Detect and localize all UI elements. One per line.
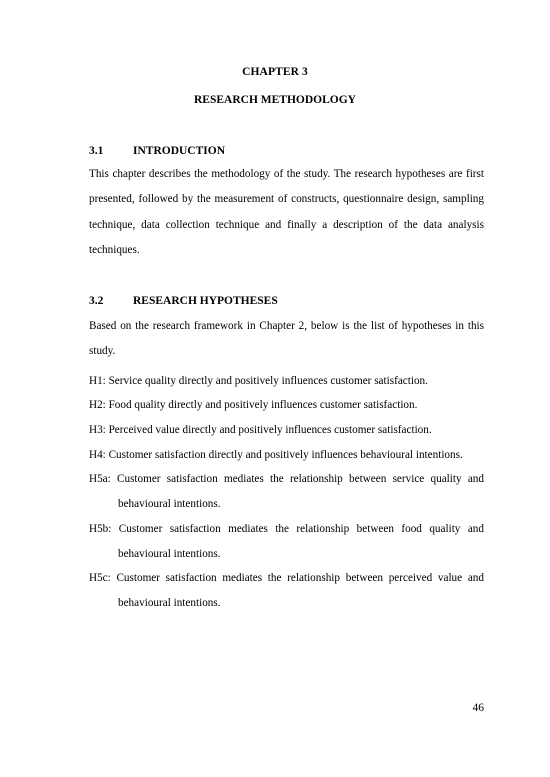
section-title: INTRODUCTION [133,145,226,157]
hypotheses-intro-paragraph: Based on the research framework in Chapter 2, below is the list of hypotheses in this study. [89,320,484,358]
hypothesis-h2: H2: Food quality directly and positively influences customer satisfaction. [89,399,418,411]
section-heading-research-hypotheses [89,295,278,307]
section-heading-introduction [89,145,225,157]
hypothesis-h3: H3: Perceived value directly and positively influences customer satisfaction. [89,424,432,436]
hypothesis-h5a: H5a: Customer satisfaction mediates the relationship between service quality and behavioural intentions. [89,473,484,510]
section-title: RESEARCH HYPOTHESES [133,295,278,307]
chapter-label: CHAPTER 3 [242,66,308,78]
hypothesis-h1: H1: Service quality directly and positively influences customer satisfaction. [89,375,428,387]
section-number: 3.1 [89,145,104,157]
page-number: 46 [472,702,484,714]
hypothesis-h5c: H5c: Customer satisfaction mediates the relationship between perceived value and behavioural intentions. [89,572,484,609]
introduction-paragraph: This chapter describes the methodology of the study. The research hypotheses are first presented, followed by the measurement of constructs, questionnaire design, sampling technique, data collection technique and finally a description of the data analysis techniques. [89,168,484,256]
hypothesis-h4: H4: Customer satisfaction directly and positively influences behavioural intentions. [89,449,463,461]
section-number: 3.2 [89,295,104,307]
chapter-title: RESEARCH METHODOLOGY [194,94,356,106]
hypothesis-h5b: H5b: Customer satisfaction mediates the relationship between food quality and behavioural intentions. [89,523,484,560]
